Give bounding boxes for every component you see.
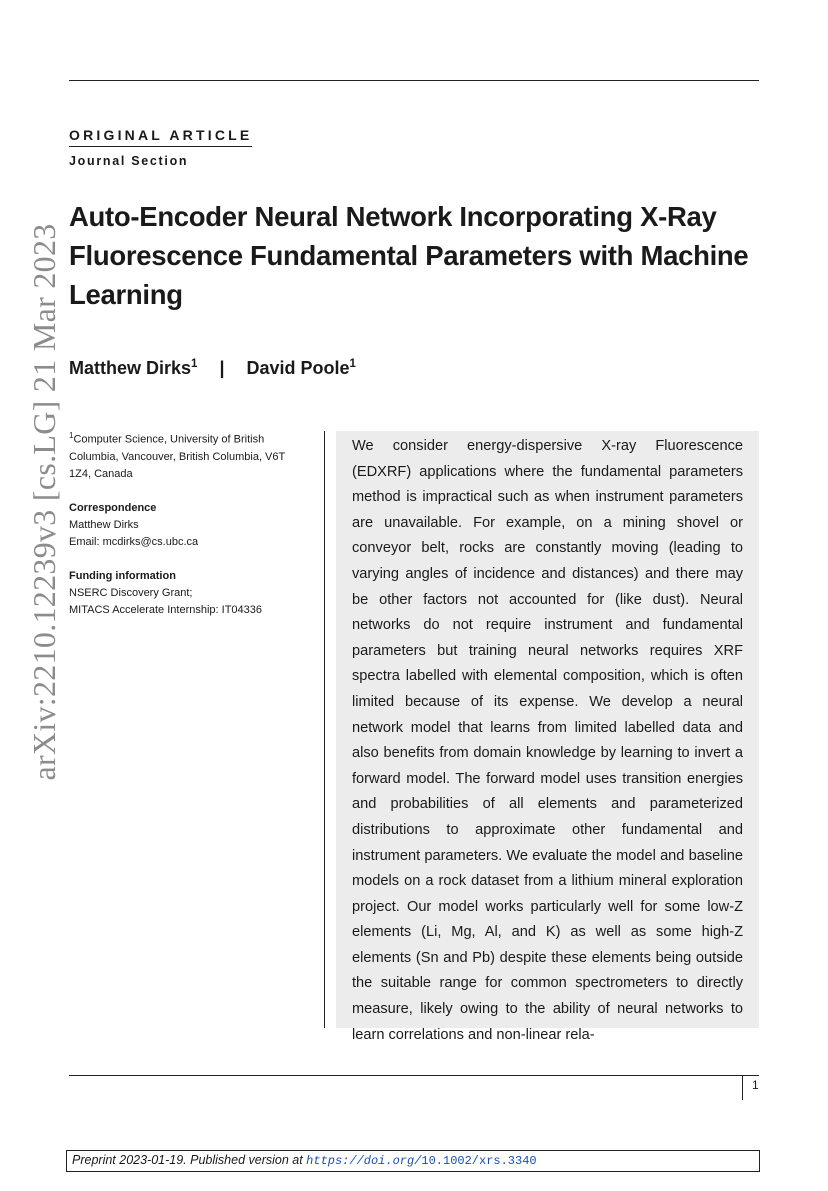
funding-line: MITACS Accelerate Internship: IT04336 <box>69 603 262 616</box>
correspondence-heading: Correspondence <box>69 501 157 514</box>
affiliation-text: Computer Science, University of British Columbia, Vancouver, British Columbia, V6T 1Z4, Canada <box>69 433 286 480</box>
doi-link-id[interactable]: 10.1002/xrs.3340 <box>421 1154 537 1168</box>
doi-link-prefix[interactable]: https://doi.org/ <box>306 1154 422 1168</box>
arxiv-stamp: arXiv:2210.12239v3 [cs.LG] 21 Mar 2023 <box>26 223 62 781</box>
correspondence-name: Matthew Dirks <box>69 518 139 531</box>
paper-title: Auto-Encoder Neural Network Incorporating X-Ray Fluorescence Fundamental Parameters with Machine Learning <box>69 201 749 310</box>
preprint-notice <box>66 1150 760 1172</box>
abstract-text: We consider energy-dispersive X-ray Fluorescence (EDXRF) applications where the fundamental parameters method is impractical such as when instrument parameters are unavailable. For example, on a mining shovel or conveyor belt, rocks are constantly moving (leading to varying angles of incidence and distances) and there may be other factors not accounted for (like dust). Neural networks do not require instrument and fundamental parameters but training neural networks requires XRF spectra labelled with elemental composition, which is often limited because of its expense. We develop a neural network model that learns from limited labelled data and also benefits from domain knowledge by learning to invert a forward model. The forward model uses transition energies and probabilities of all elements and parameterized distributions to approximate other fundamental and instrument parameters. We evaluate the model and baseline models on a rock dataset from a lithium mineral exploration project. Our model works particularly well for some low-Z elements (Li, Mg, Al, and K) as well as some high-Z elements (Sn and Pb) despite these elements being outside the suitable range for common spectrometers to directly measure, likely owing to the ability of neural networks to learn correlations and non-linear rela- <box>352 438 743 1043</box>
column-divider <box>324 431 325 1028</box>
preprint-text: Preprint 2023-01-19. Published version at <box>72 1153 307 1167</box>
abstract-box <box>336 431 759 1043</box>
affiliation <box>69 427 294 483</box>
footer-rule <box>69 1075 759 1076</box>
article-meta <box>69 427 294 619</box>
article-type-label: ORIGINAL ARTICLE <box>69 127 252 147</box>
journal-section-label: Journal Section <box>69 154 189 168</box>
affiliation-mark: 1 <box>69 431 74 440</box>
funding-heading: Funding information <box>69 569 176 582</box>
author-name: Matthew Dirks <box>69 358 192 378</box>
author-name: David Poole <box>246 358 350 378</box>
correspondence-email: Email: mcdirks@cs.ubc.ca <box>69 535 199 548</box>
funding-block <box>69 568 294 619</box>
header-rule <box>69 80 759 81</box>
page-number: 1 <box>742 1075 759 1100</box>
funding-line: NSERC Discovery Grant; <box>69 586 193 599</box>
author-separator: | <box>219 358 225 378</box>
correspondence-block <box>69 500 294 551</box>
author-affiliation-mark: 1 <box>191 358 198 370</box>
author-list <box>69 358 356 379</box>
author-affiliation-mark: 1 <box>349 358 356 370</box>
